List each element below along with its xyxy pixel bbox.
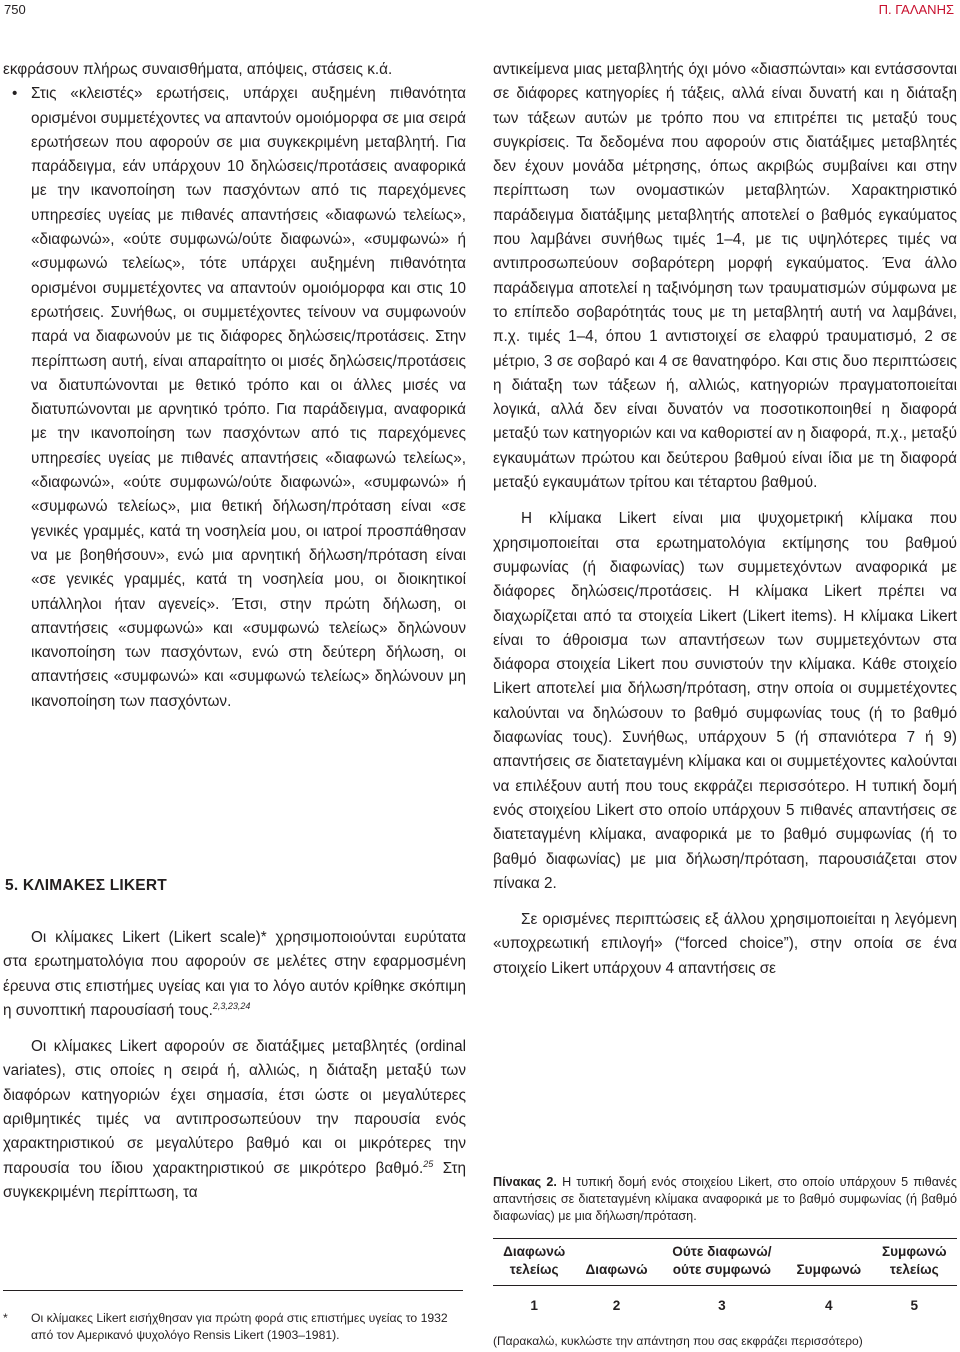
forced-choice-paragraph: Σε ορισμένες περιπτώσεις εξ άλλου χρησιμοποιείται η λεγόμενη «υποχρεωτική επιλογή» (“forced choice”), στην οποία σε ένα στοιχείο Likert υπάρχουν 4 απαντήσεις σε bbox=[493, 911, 957, 977]
citation-ref: 25 bbox=[423, 1158, 434, 1169]
footnote-rule bbox=[3, 1290, 463, 1291]
footnote-marker: * bbox=[3, 1311, 8, 1325]
header-line: τελείως bbox=[509, 1262, 559, 1277]
footnote bbox=[3, 1310, 466, 1344]
header-line: Διαφωνώ bbox=[503, 1244, 566, 1259]
likert-table bbox=[493, 1238, 957, 1317]
bullet-item bbox=[3, 82, 466, 714]
intro-paragraph: εκφράσουν πλήρως συναισθήματα, απόψεις, στάσεις κ.ά. bbox=[3, 61, 393, 78]
bullet-marker: • bbox=[12, 85, 18, 103]
left-column-bottom bbox=[3, 926, 466, 1205]
table-note: (Παρακαλώ, κυκλώστε την απάντηση που σας εκφράζει περισσότερο) bbox=[493, 1334, 863, 1348]
table-cell: 3 bbox=[718, 1298, 726, 1313]
table-caption-text: Η τυπική δομή ενός στοιχείου Likert, στο οποίο υπάρχουν 5 πιθανές απαντήσεις σε διατεταγμένη κλίμακα αναφορικά με το βαθμό συμφωνίας (ή βαθμό διαφωνίας) με μια δήλωση/πρόταση. bbox=[493, 1175, 957, 1223]
running-header bbox=[0, 0, 960, 22]
table-row bbox=[493, 1286, 957, 1318]
table-cell: 2 bbox=[612, 1298, 621, 1313]
citation-ref: 2,3,23,24 bbox=[212, 1000, 251, 1011]
table-caption-label: Πίνακας 2. bbox=[493, 1175, 557, 1189]
likert-ordinal-text: Οι κλίμακες Likert αφορούν σε διατάξιμες μεταβλητές (ordinal variates), στις οποίες η σειρά ή, αλλιώς, η διάταξη μεταξύ των διαφόρων κατηγοριών έχει σημασία, έτσι ώστε οι μεγαλύτερες αριθμητικές τιμές να αντιπροσωπεύουν την παρουσία ενός χαρακτηριστικού σε μεγαλύτερο βαθμό και οι μικρότερες την παρουσία του ίδιου χαρακτηριστικού σε μικρότερο βαθμό. bbox=[3, 1038, 466, 1177]
right-column bbox=[493, 58, 957, 981]
footnote-text: Οι κλίμακες Likert εισήχθησαν για πρώτη φορά στις επιστήμες υγείας το 1932 από τον Αμερικανό ψυχολόγο Rensis Likert (1903–1981). bbox=[31, 1311, 448, 1342]
page-number: 750 bbox=[4, 2, 26, 17]
likert-scale-paragraph: Η κλίμακα Likert είναι μια ψυχομετρική κλίμακα που χρησιμοποιείται στα ερωτηματολόγια εκτίμησης του βαθμού συμφωνίας (ή διαφωνίας) των συμμετεχόντων αναφορικά με διάφορες δηλώσεις/προτάσεις. Η κλίμακα Likert πρέπει να διαχωρίζεται από τα στοιχεία Likert (Likert items). Η κλίμακα Likert είναι το άθροισμα των απαντήσεων των συμμετεχόντων στα διάφορα στοιχεία Likert που συνιστούν την κλίμακα. Κάθε στοιχείο Likert αποτελεί μια δήλωση/πρόταση, στην οποία οι συμμετέχοντες καλούνται να δηλώσουν το βαθμό συμφωνίας τους (ή το βαθμό διαφωνίας τους). Συνήθως, υπάρχουν 5 (ή σπανιότερα 7 ή 9) απαντήσεις σε διατεταγμένη κλίμακα και οι συμμετέχοντες καλούνται να επιλέξουν αυτή που τους εκφράζει περισσότερο. Η τυπική δομή ενός στοιχείου Likert στο οποίο υπάρχουν 5 πιθανές απαντήσεις σε διατεταγμένη κλίμακα, αναφορικά με το βαθμό συμφωνίας (ή το βαθμό διαφωνίας) με μια δήλωση/πρόταση, παρουσιάζεται στον πίνακα 2. bbox=[493, 510, 957, 892]
running-author: Π. ΓΑΛΑΝΗΣ bbox=[878, 2, 954, 17]
table-cell: 1 bbox=[530, 1298, 538, 1313]
header-line: ούτε συμφωνώ bbox=[672, 1262, 772, 1277]
table-header-cell bbox=[575, 1239, 657, 1286]
bullet-text: Στις «κλειστές» ερωτήσεις, υπάρχει αυξημένη πιθανότητα ορισμένοι συμμετέχοντες να απαντούν ομοιόμορφα σε μια σειρά ερωτήσεων που αφορούν σε μια συγκεκριμένη μεταβλητή. Για παράδειγμα, εάν υπάρχουν 10 δηλώσεις/προτάσεις αναφορικά με την ικανοποίηση των πασχόντων από τις παρεχόμενες υπηρεσίες υγείας με πιθανές απαντήσεις «διαφωνώ τελείως», «διαφωνώ», «ούτε συμφωνώ/ούτε διαφωνώ», «συμφωνώ» ή «συμφωνώ τελείως», τότε υπάρχει αυξημένη πιθανότητα ορισμένοι συμμετέχοντες να απαντούν ομοιόμορφα και στις 10 ερωτήσεις. Συνήθως, οι συμμετέχοντες τείνουν να συμφωνούν παρά να διαφωνούν με τις διάφορες δηλώσεις/προτάσεις. Στην περίπτωση αυτή, είναι απαραίτητο οι μισές δηλώσεις/προτάσεις να διατυπώνονται με θετικό τρόπο και οι άλλες μισές να διατυπώνονται με αρνητικό τρόπο. Για παράδειγμα, αναφορικά με την ικανοποίηση των πασχόντων από τις παρεχόμενες υπηρεσίες υγείας με πιθανές απαντήσεις «διαφωνώ τελείως», «διαφωνώ», «ούτε συμφωνώ/ούτε διαφωνώ», «συμφωνώ» ή «συμφωνώ τελείως», μια θετική δήλωση/πρόταση είναι «σε γενικές γραμμές, κατά τη νοσηλεία μου, οι ιατροί προσπάθησαν να με βοηθήσουν», ενώ μια αρνητική δήλωση/πρόταση είναι «σε γενικές γραμμές, κατά τη νοσηλεία μου, οι διοικητικοί υπάλληλοι ήταν αγενείς». Έτσι, στην πρώτη δήλωση, οι απαντήσεις «συμφωνώ» και «συμφωνώ τελείως» δηλώνουν ικανοποίηση των πασχόντων, ενώ στη δεύτερη δήλωση, οι απαντήσεις «συμφωνώ» και «συμφωνώ τελείως» δηλώνουν μη ικανοποίηση των πασχόντων. bbox=[31, 85, 466, 710]
table-header-cell bbox=[658, 1239, 786, 1286]
header-line: Διαφωνώ bbox=[585, 1262, 648, 1277]
header-line: τελείως bbox=[889, 1262, 939, 1277]
left-column-top bbox=[3, 58, 466, 714]
table-header-row bbox=[493, 1239, 957, 1286]
section-heading: 5. ΚΛΙΜΑΚΕΣ LIKERT bbox=[5, 877, 167, 894]
table-header-cell bbox=[872, 1239, 957, 1286]
header-line: Συμφωνώ bbox=[796, 1262, 862, 1277]
likert-ordinal-tail: Στη συγκεκριμένη περίπτωση, τα bbox=[3, 1159, 466, 1201]
table-cell: 5 bbox=[910, 1298, 919, 1313]
header-line: Ούτε διαφωνώ/ bbox=[672, 1244, 772, 1259]
likert-ordinal-paragraph bbox=[3, 1035, 466, 1205]
table-caption bbox=[493, 1174, 957, 1225]
likert-intro-text: Οι κλίμακες Likert (Likert scale)* χρησιμοποιούνται ευρύτατα στα ερωτηματολόγια που αφορούν σε μελέτες στην εφαρμοσμένη έρευνα στις επιστήμες υγείας και για το λόγο αυτόν κρίθηκε σκόπιμη η συνοπτική παρουσίασή τους. bbox=[3, 929, 466, 1019]
header-line: Συμφωνώ bbox=[881, 1244, 947, 1259]
table-header-cell bbox=[493, 1239, 575, 1286]
continuation-paragraph: αντικείμενα μιας μεταβλητής όχι μόνο «διασπώνται» και εντάσσονται σε διάφορες κατηγορίες ή τάξεις, αλλά είναι δυνατή και η διάταξη των τάξεων αυτών με τρόπο που να επιτρέπει τις μεταξύ τους συγκρίσεις. Τα δεδομένα που αφορούν στις διατάξιμες μεταβλητές δεν έχουν μονάδα μέτρησης, όπως ακριβώς συμβαίνει και στην περίπτωση των ονομαστικών μεταβλητών. Χαρακτηριστικό παράδειγμα διατάξιμης μεταβλητής αποτελεί ο βαθμός εγκαύματος που λαμβάνει συνήθως τιμές 1–4, με τις υψηλότερες τιμές να αντιπροσωπεύουν σοβαρότερη μορφή εγκαύματος. Ένα άλλο παράδειγμα αποτελεί η ταξινόμηση των τραυματισμών σύμφωνα με το επίπεδο σοβαρότητάς τους με τη μεταβλητή αυτή να λαμβάνει, π.χ. τιμές 1–4, όπου 1 αντιστοιχεί σε ελαφρύ τραυματισμό, 2 σε μέτριο, 3 σε σοβαρό και 4 σε θανατηφόρο. Και στις δυο περιπτώσεις η διάταξη των τάξεων ή, αλλιώς, κατηγοριών πραγματοποιείται λογικά, αλλά δεν είναι δυνατόν να ποσοτικοποιηθεί η διαφορά μεταξύ των κατηγοριών και να καθοριστεί αν η διαφορά, π.χ., μεταξύ εγκαυμάτων πρώτου και δεύτερου βαθμού είναι ίδια με τη διαφορά μεταξύ εγκαυμάτων τρίτου και τέταρτου βαθμού. bbox=[493, 61, 957, 492]
table-cell: 4 bbox=[825, 1298, 833, 1313]
table-header-cell bbox=[786, 1239, 871, 1286]
likert-intro-paragraph bbox=[3, 926, 466, 1023]
